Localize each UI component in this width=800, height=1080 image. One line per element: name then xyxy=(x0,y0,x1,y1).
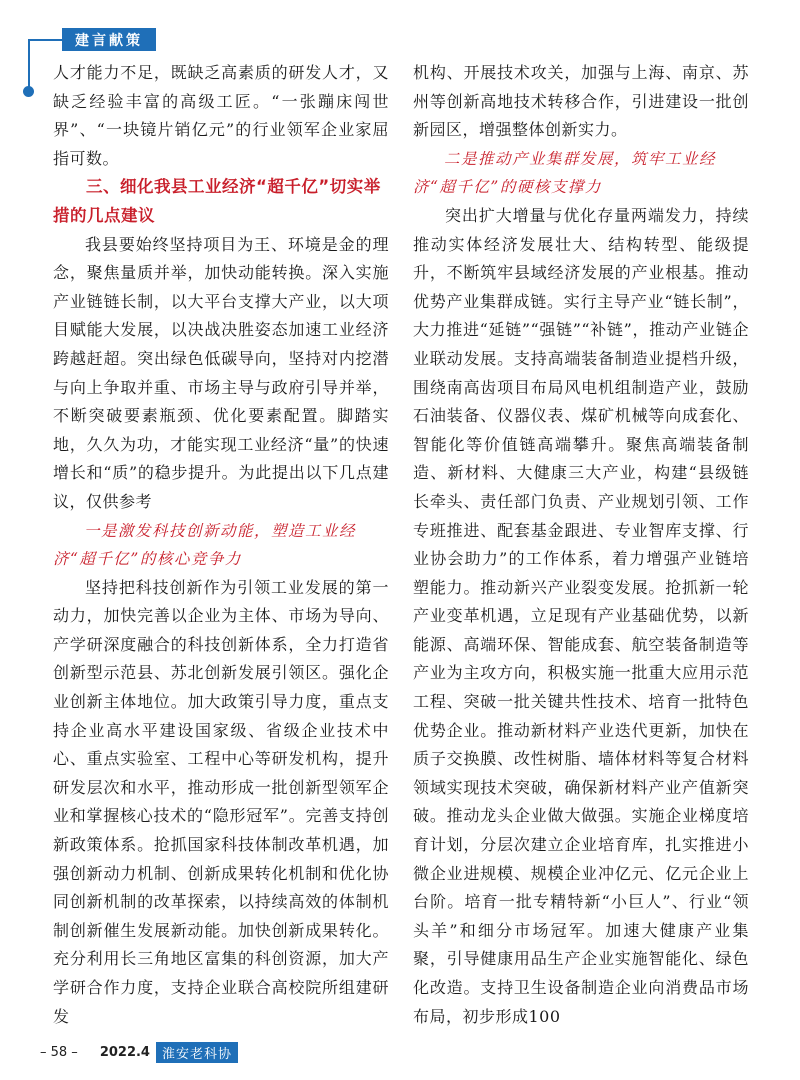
paragraph: 坚持把科技创新作为引领工业发展的第一动力，加快完善以企业为主体、市场为导向、产学研深度融合的科技创新体系，全力打造省创新型示范县、苏北创新发展引领区。强化企业创新主体地位。加大政策引导力度，重点支持企业高水平建设国家级、省级企业技术中心、重点实验室、工程中心等研发机构，提升研发层次和水平，推动形成一批创新型领军企业和掌握核心技术的“隐形冠军”。完善支持创新政策体系。抢抓国家科技体制改革机遇，加强创新动力机制、创新成果转化机制和优化协同创新机制的改革探索，以持续高效的体制机制创新催生发展新动能。加快创新成果转化。充分利用长三角地区富集的科创资源，加大产学研合作力度，支持企业联合高校院所组建研发 xyxy=(53,577,389,1026)
page-number: – 58 – xyxy=(40,1044,78,1060)
subheading: 二是推动产业集群发展，筑牢工业经济“超千亿”的硬核支撑力 xyxy=(413,149,717,197)
paragraph: 突出扩大增量与优化存量两端发力，持续推动实体经济发展壮大、结构转型、能级提升，不断筑牢县域经济发展的产业根基。推动优势产业集群成链。实行主导产业“链长制”，大力推进“延链”“强链”“补链”，推动产业链企业联动发展。支持高端装备制造业提档升级，围绕南高齿项目布局风电机组制造产业，鼓励石油装备、仪器仪表、煤矿机械等向成套化、智能化等价值链高端攀升。聚焦高端装备制造、新材料、大健康三大产业，构建“县级链长牵头、责任部门负责、产业规划引领、工作专班推进、配套基金跟进、专业智库支撑、行业协会助力”的工作体系，着力增强产业链培塑能力。推动新兴产业裂变发展。抢抓新一轮产业变革机遇，立足现有产业基础优势，以新能源、高端环保、智能成套、航空装备制造等产业为主攻方向，积极实施一批重大应用示范工程、突破一批关键共性技术、培育一批特色优势企业。推动新材料产业迭代更新，加快在质子交换膜、改性树脂、墙体材料等复合材料领域实现技术突破，确保新材料产业产值新突破。推动龙头企业做大做强。实施企业梯度培育计划，分层次建立企业培育库，扎实推进小微企业进规模、规模企业冲亿元、亿元企业上台阶。培育一批专精特新“小巨人”、行业“领头羊”和细分市场冠军。加速大健康产业集聚，引导健康用品生产企业实施智能化、绿色化改造。支持卫生设备制造企业向消费品市场布局，初步形成100 xyxy=(413,205,749,1026)
header-dot-ornament xyxy=(23,86,34,97)
journal-name-badge: 淮安老科协 xyxy=(156,1042,238,1063)
page-footer xyxy=(40,1041,238,1063)
right-column xyxy=(413,59,749,1031)
section-tag: 建言献策 xyxy=(62,28,156,51)
issue-label: 2022.4 xyxy=(99,1044,150,1060)
left-column xyxy=(53,59,389,1031)
paragraph: 我县要始终坚持项目为王、环境是金的理念，聚焦量质并举，加快动能转换。深入实施产业链链长制，以大平台支撑大产业，以大项目赋能大发展，以决战决胜姿态加速工业经济跨越赶超。突出绿色低碳导向，坚持对内挖潜与向上争取并重、市场主导与政府引导并举，不断突破要素瓶颈、优化要素配置。脚踏实地，久久为功，才能实现工业经济“量”的快速增长和“质”的稳步提升。为此提出以下几点建议，仅供参考 xyxy=(53,234,389,511)
subheading: 一是激发科技创新动能，塑造工业经济“超千亿”的核心竞争力 xyxy=(53,521,357,569)
section-heading: 三、细化我县工业经济“超千亿”切实举措的几点建议 xyxy=(53,177,381,225)
paragraph: 人才能力不足，既缺乏高素质的研发人才，又缺乏经验丰富的高级工匠。“一张蹦床闯世界”、“一块镜片销亿元”的行业领军企业家屈指可数。 xyxy=(53,63,389,168)
paragraph: 机构、开展技术攻关，加强与上海、南京、苏州等创新高地技术转移合作，引进建设一批创新园区，增强整体创新实力。 xyxy=(413,63,749,140)
header-rule-vertical xyxy=(28,40,30,90)
